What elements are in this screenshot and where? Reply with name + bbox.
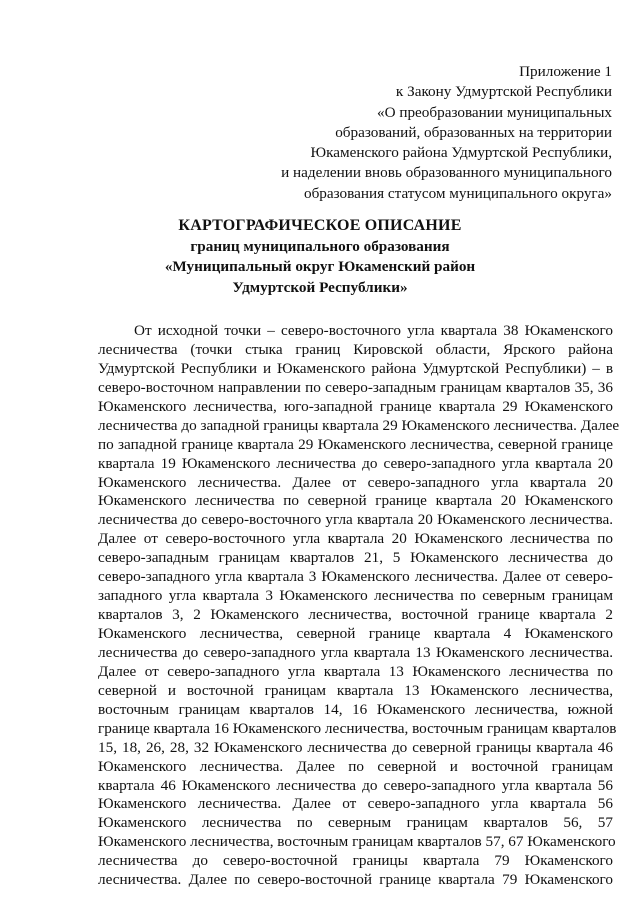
body-line: Юкаменского лесничества по северной границе квартала 20 Юкаменского xyxy=(98,492,613,510)
body-line: северо-западного угла квартала 3 Юкаменского лесничества. Далее от северо- xyxy=(98,568,613,586)
appendix-line: «О преобразовании муниципальных xyxy=(376,103,612,121)
body-line: лесничества. Далее по северо-восточной границе квартала 79 Юкаменского xyxy=(98,871,613,889)
appendix-line: образования статусом муниципального округа» xyxy=(303,184,612,202)
appendix-line: к Закону Удмуртской Республики xyxy=(395,83,612,101)
document-subtitle-line: «Муниципальный округ Юкаменский район xyxy=(164,258,476,275)
document-subtitle-line: Удмуртской Республики» xyxy=(232,278,408,296)
body-line: лесничества до северо-восточной границы квартала 79 Юкаменского xyxy=(98,852,613,870)
body-line: Юкаменского лесничества, юго-западной границе квартала 29 Юкаменского xyxy=(98,397,613,415)
body-line: северо-восточном направлении по северо-западным границам кварталов 35, 36 xyxy=(98,378,613,396)
appendix-line: Приложение 1 xyxy=(519,63,612,80)
body-line: Юкаменского лесничества. Далее по северной и восточной границам xyxy=(98,757,613,775)
body-line: Юкаменского лесничества, северной границе квартала 4 Юкаменского xyxy=(98,625,613,642)
document-title: КАРТОГРАФИЧЕСКОЕ ОПИСАНИЕ xyxy=(178,217,462,234)
body-line: лесничества до северо-восточного угла квартала 20 Юкаменского лесничества. xyxy=(98,511,613,529)
body-line: по западной границе квартала 29 Юкаменского лесничества, северной границе xyxy=(98,435,613,453)
document-subtitle-line: границ муниципального образования xyxy=(190,237,450,255)
document-heading xyxy=(0,216,640,298)
body-line: квартала 19 Юкаменского лесничества до северо-западного угла квартала 20 xyxy=(98,454,613,472)
appendix-reference xyxy=(281,62,612,204)
appendix-line: образований, образованных на территории xyxy=(335,123,612,141)
body-line: Далее от северо-западного угла квартала 13 Юкаменского лесничества по xyxy=(98,662,613,680)
body-line: Далее от северо-восточного угла квартала 20 Юкаменского лесничества по xyxy=(98,530,613,548)
body-line: Юкаменского лесничества по северным границам кварталов 56, 57 xyxy=(98,814,613,832)
body-line: От исходной точки – северо-восточного угла квартала 38 Юкаменского xyxy=(134,322,613,339)
body-line: северной и восточной границам квартала 13 Юкаменского лесничества, xyxy=(98,681,613,699)
body-line: Удмуртской Республики и Юкаменского района Удмуртской Республики) – в xyxy=(98,359,613,377)
body-line: квартала 46 Юкаменского лесничества до северо-западного угла квартала 56 xyxy=(98,776,613,794)
body-line: лесничества (точки стыка границ Кировской области, Ярского района xyxy=(98,340,613,358)
appendix-line: и наделении вновь образованного муниципального xyxy=(281,164,612,182)
body-line: лесничества до северо-западного угла квартала 13 Юкаменского лесничества. xyxy=(98,643,613,661)
body-line: западного угла квартала 3 Юкаменского лесничества по северным границам xyxy=(98,587,613,605)
body-paragraph xyxy=(98,322,620,890)
body-line: лесничества до западной границы квартала 29 Юкаменского лесничества. Далее xyxy=(98,416,620,434)
body-line: Юкаменского лесничества. Далее от северо-западного угла квартала 20 xyxy=(98,473,613,491)
body-line: северо-западным границам кварталов 21, 5 Юкаменского лесничества до xyxy=(98,549,613,567)
body-line: восточным границам кварталов 14, 16 Юкаменского лесничества, южной xyxy=(98,700,613,718)
appendix-line: Юкаменского района Удмуртской Республики, xyxy=(310,144,612,162)
body-line: кварталов 3, 2 Юкаменского лесничества, восточной границе квартала 2 xyxy=(98,606,613,624)
body-line: границе квартала 16 Юкаменского лесничества, восточным границам кварталов xyxy=(98,719,617,737)
body-line: 15, 18, 26, 28, 32 Юкаменского лесничества до северной границы квартала 46 xyxy=(98,738,613,756)
body-line: Юкаменского лесничества, восточным границам кварталов 57, 67 Юкаменского xyxy=(98,833,616,851)
body-line: Юкаменского лесничества. Далее от северо-западного угла квартала 56 xyxy=(98,795,613,813)
